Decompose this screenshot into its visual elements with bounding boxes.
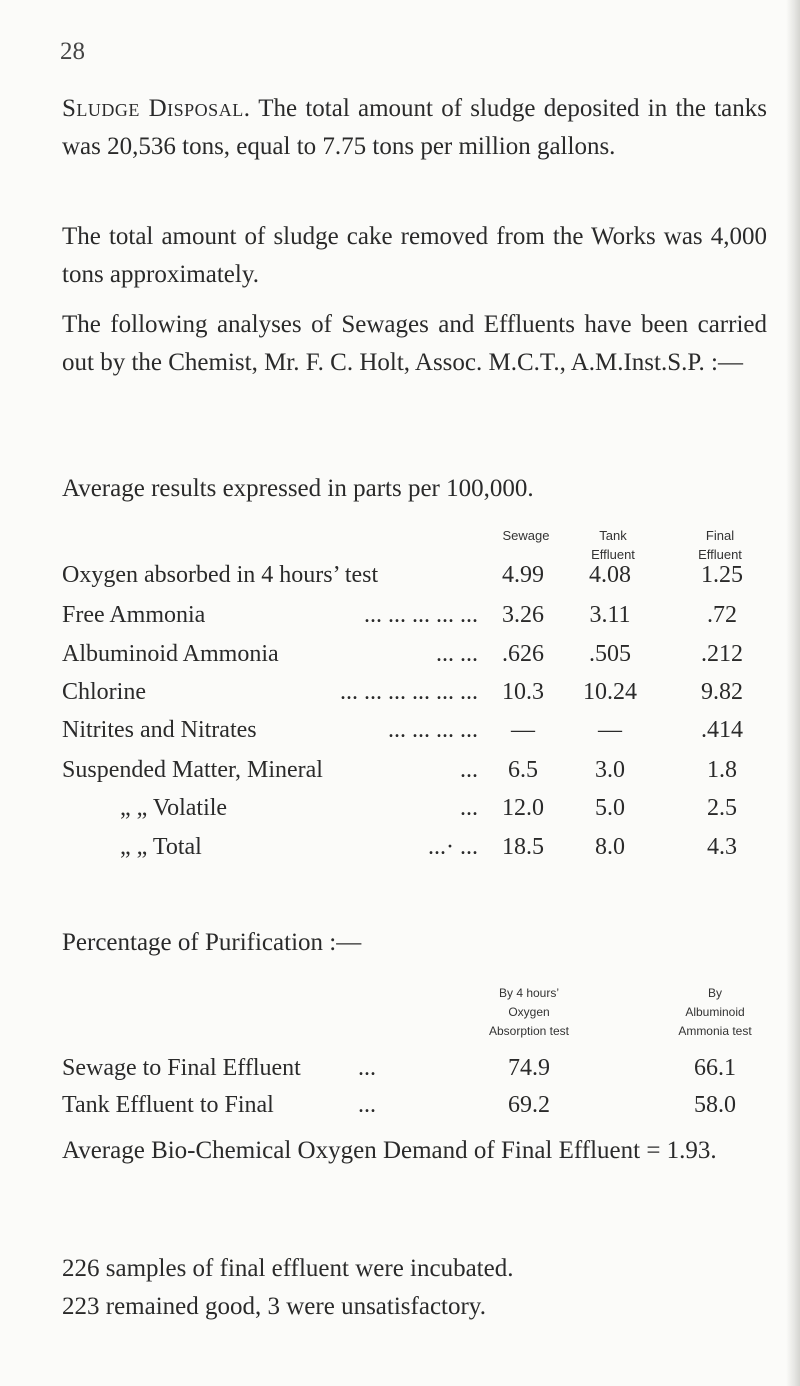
table1-row: [0, 602, 800, 636]
value-tank-effluent: 10.24: [583, 679, 637, 705]
leader-dots: ... ... ... ... ... ...: [340, 679, 478, 705]
table2-header-oxygen: By 4 hours’ Oxygen Absorption test: [488, 986, 570, 1038]
row-label: Chlorine: [62, 679, 146, 705]
value-final-effluent: 9.82: [701, 679, 743, 705]
leader-dots: ...: [358, 1092, 376, 1118]
row-label: „ „ Total: [120, 834, 202, 860]
leader-dots: ... ... ... ...: [388, 717, 478, 743]
value-sewage: 18.5: [502, 834, 544, 860]
incubation-line-2: 223 remained good, 3 were unsatisfactory.: [62, 1293, 486, 1320]
row-label: Free Ammonia: [62, 602, 206, 628]
incubation-line-1: 226 samples of final effluent were incubated.: [62, 1255, 514, 1282]
leader-dots: ...: [460, 795, 478, 821]
value-oxygen-absorption: 74.9: [508, 1055, 550, 1081]
row-label: Tank Effluent to Final: [62, 1092, 274, 1118]
table2-row: [0, 1092, 800, 1126]
value-tank-effluent: 5.0: [595, 795, 625, 821]
page-number: 28: [60, 38, 85, 65]
value-final-effluent: 1.25: [701, 562, 743, 588]
table1-header-sewage: Sewage: [502, 528, 550, 543]
table1-header-final-effluent: Final Effluent: [698, 528, 742, 562]
value-sewage: 3.26: [502, 602, 544, 628]
value-albuminoid-ammonia: 58.0: [694, 1092, 736, 1118]
value-albuminoid-ammonia: 66.1: [694, 1055, 736, 1081]
leader-dots: ...: [358, 1055, 376, 1081]
table1-row: [0, 795, 800, 829]
value-sewage: —: [511, 717, 535, 743]
sludge-cake-paragraph: The total amount of sludge cake removed from the Works was 4,000 tons approximately.: [62, 223, 767, 288]
table1-header-tank-effluent: Tank Effluent: [591, 528, 635, 562]
table2-row: [0, 1055, 800, 1089]
value-sewage: 10.3: [502, 679, 544, 705]
value-tank-effluent: 3.11: [589, 602, 631, 628]
row-label: Sewage to Final Effluent: [62, 1055, 301, 1081]
sludge-disposal-text: The total amount of sludge deposited in the tanks was 20,536 tons, equal to 7.75 tons per million gallons.: [62, 95, 767, 160]
sludge-disposal-paragraph: [62, 90, 767, 166]
value-oxygen-absorption: 69.2: [508, 1092, 550, 1118]
value-final-effluent: .414: [701, 717, 743, 743]
value-final-effluent: 1.8: [707, 757, 737, 783]
bod-paragraph: Average Bio-Chemical Oxygen Demand of Final Effluent = 1.93.: [62, 1137, 717, 1164]
table1-row: [0, 717, 800, 751]
table1-row: [0, 641, 800, 675]
table2-caption: Percentage of Purification :—: [62, 929, 362, 956]
section-heading: Sludge Disposal.: [62, 95, 251, 122]
value-sewage: .626: [502, 641, 544, 667]
leader-dots: ...· ...: [428, 834, 478, 860]
row-label: Oxygen absorbed in 4 hours’ test: [62, 562, 379, 588]
table1-row: [0, 679, 800, 713]
value-final-effluent: 2.5: [707, 795, 737, 821]
table1-row: [0, 562, 800, 596]
table1-caption: Average results expressed in parts per 100,000.: [62, 475, 534, 502]
leader-dots: ... ...: [436, 641, 478, 667]
table1-row: [0, 757, 800, 791]
leader-dots: ... ... ... ... ...: [364, 602, 478, 628]
value-final-effluent: .72: [707, 602, 737, 628]
analyses-intro-paragraph: The following analyses of Sewages and Effluents have been carried out by the Chemist, Mr. F. C. Holt, Assoc. M.C.T., A.M.Inst.S.P. :—: [62, 311, 767, 376]
value-tank-effluent: 8.0: [595, 834, 625, 860]
leader-dots: ...: [460, 757, 478, 783]
value-sewage: 4.99: [502, 562, 544, 588]
row-label: „ „ Volatile: [120, 795, 228, 821]
value-tank-effluent: —: [598, 717, 622, 743]
value-tank-effluent: 4.08: [589, 562, 631, 588]
row-label: Suspended Matter, Mineral: [62, 757, 323, 783]
row-label: Albuminoid Ammonia: [62, 641, 279, 667]
table2-header-albuminoid: By Albuminoid Ammonia test: [678, 986, 752, 1038]
value-sewage: 6.5: [508, 757, 538, 783]
value-sewage: 12.0: [502, 795, 544, 821]
value-tank-effluent: 3.0: [595, 757, 625, 783]
row-label: Nitrites and Nitrates: [62, 717, 257, 743]
value-tank-effluent: .505: [589, 641, 631, 667]
value-final-effluent: .212: [701, 641, 743, 667]
table1-row: [0, 834, 800, 868]
value-final-effluent: 4.3: [707, 834, 737, 860]
